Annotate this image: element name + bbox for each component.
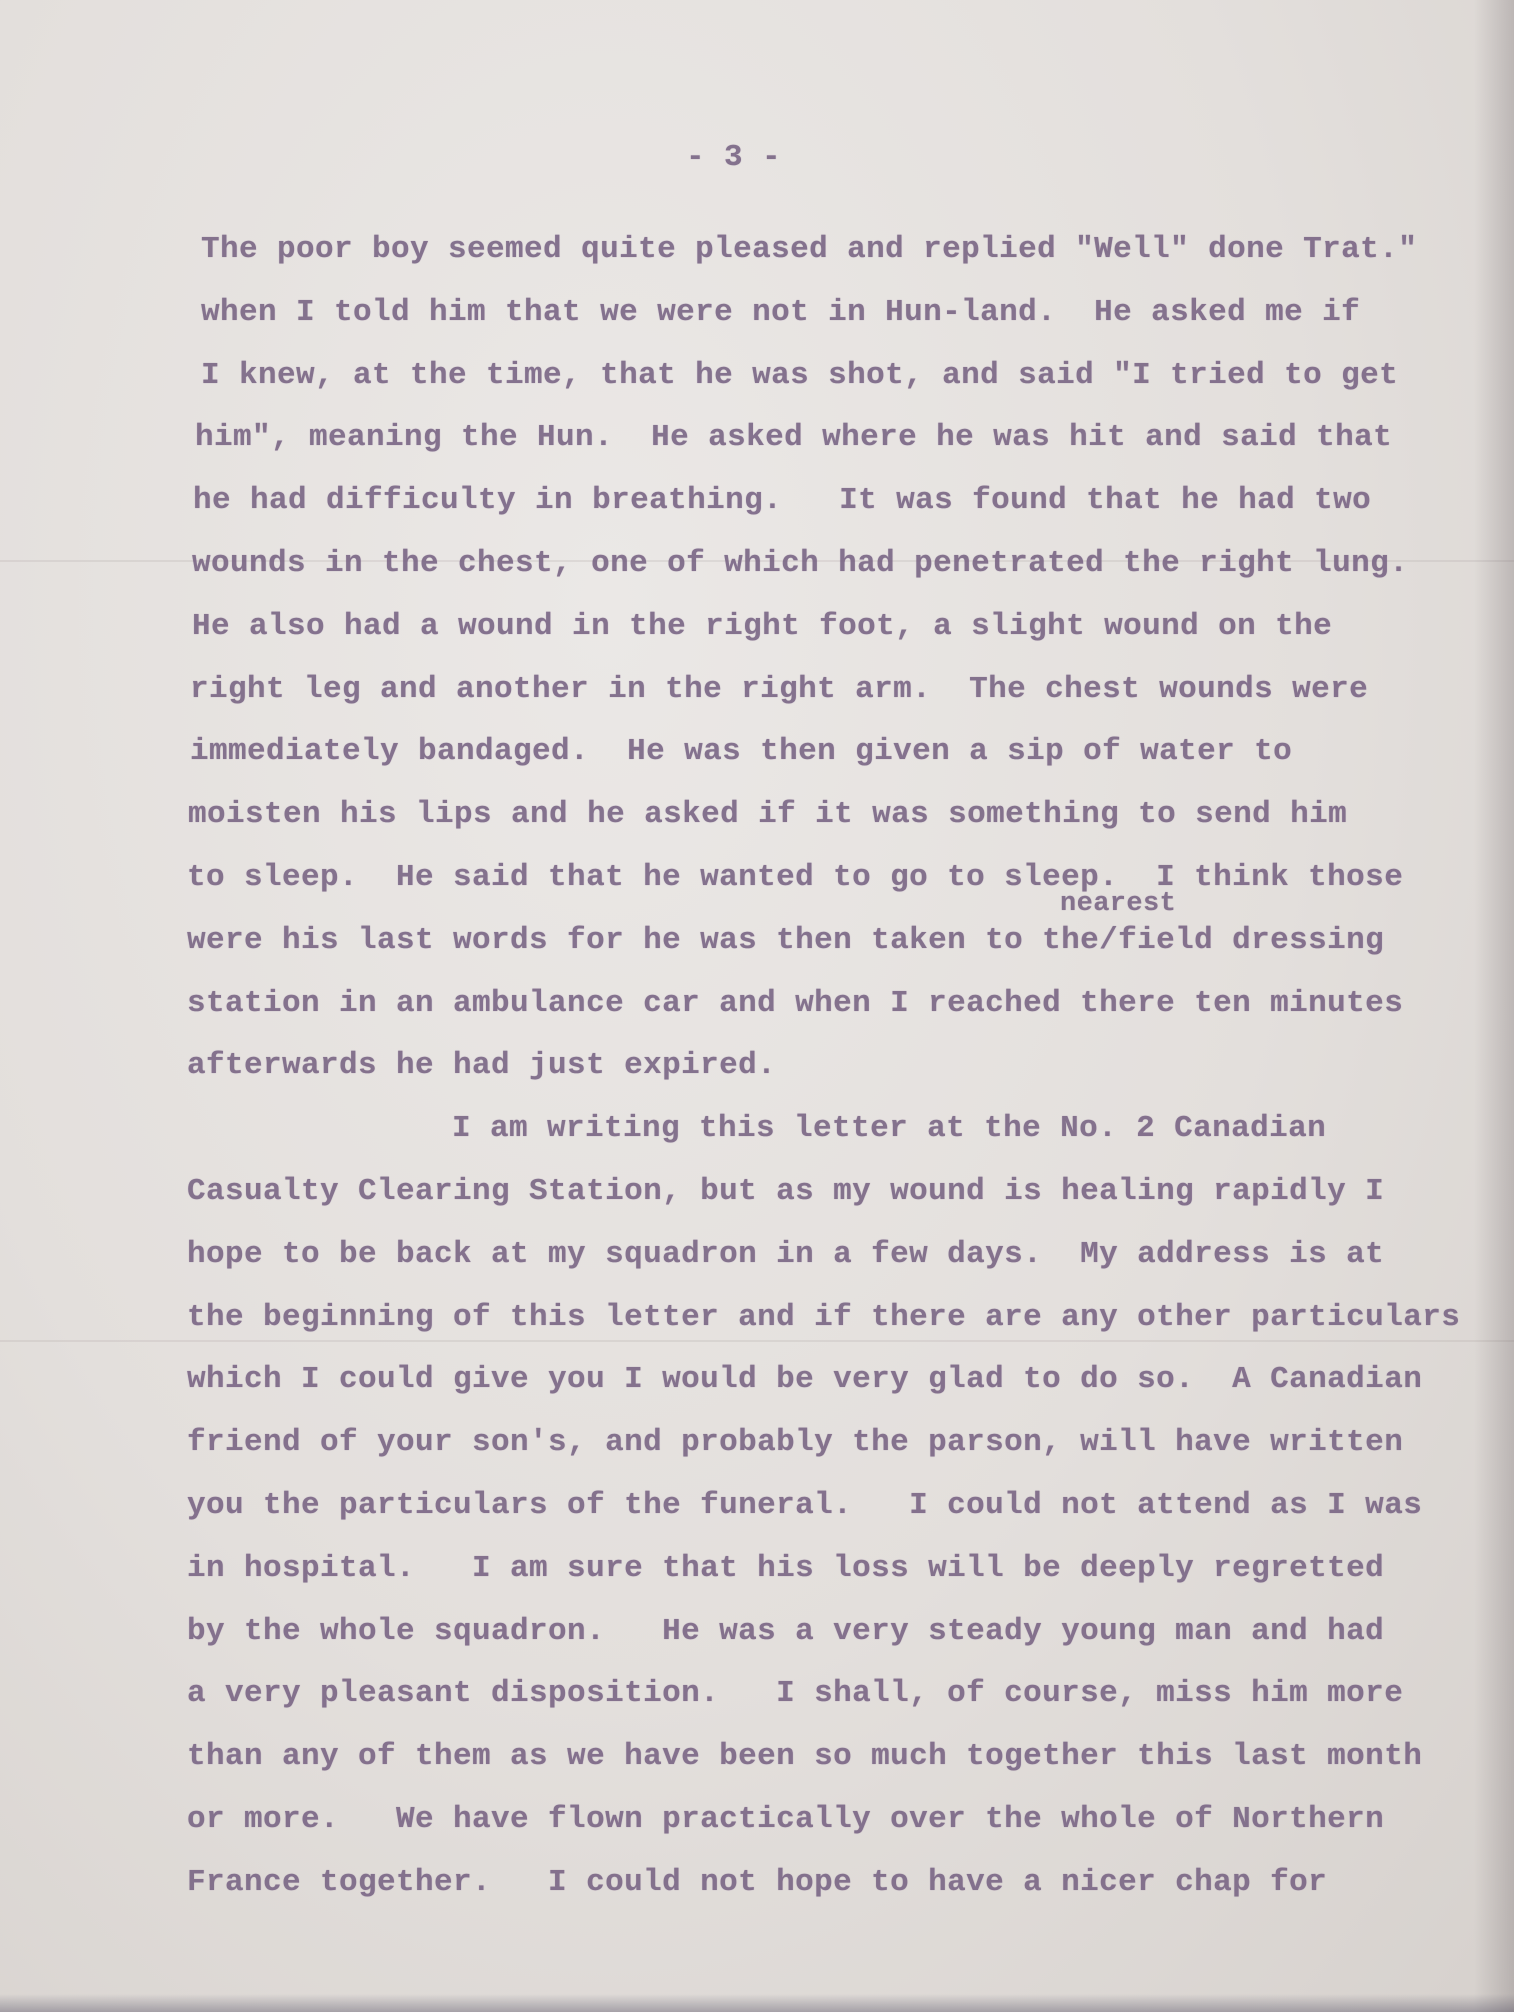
- handwritten-insertion: nearest: [1060, 888, 1177, 919]
- text-line: I knew, at the time, that he was shot, and said "I tried to get: [201, 357, 1399, 393]
- text-line: hope to be back at my squadron in a few days. My address is at: [187, 1236, 1385, 1272]
- paper-edge-shadow: [0, 1994, 1514, 2012]
- text-line: in hospital. I am sure that his loss will be deeply regretted: [187, 1550, 1385, 1586]
- paper-edge-shadow: [1474, 0, 1514, 2012]
- text-line: He also had a wound in the right foot, a slight wound on the: [192, 608, 1333, 644]
- text-line: station in an ambulance car and when I reached there ten minutes: [187, 985, 1404, 1021]
- text-line: were his last words for he was then taken to the/field dressing: [187, 922, 1385, 958]
- text-line: which I could give you I would be very glad to do so. A Canadian: [187, 1362, 1423, 1398]
- text-line: the beginning of this letter and if there are any other particulars: [187, 1299, 1461, 1335]
- text-line: when I told him that we were not in Hun-land. He asked me if: [201, 294, 1361, 330]
- paper-fold: [0, 1340, 1514, 1342]
- text-line: him", meaning the Hun. He asked where he was hit and said that: [195, 420, 1393, 456]
- text-line: immediately bandaged. He was then given a sip of water to: [190, 734, 1293, 770]
- text-line: a very pleasant disposition. I shall, of course, miss him more: [187, 1676, 1404, 1712]
- text-line: right leg and another in the right arm. The chest wounds were: [190, 671, 1369, 707]
- text-line: afterwards he had just expired.: [187, 1048, 777, 1084]
- text-line: wounds in the chest, one of which had penetrated the right lung.: [192, 546, 1409, 581]
- text-line: Casualty Clearing Station, but as my wound is healing rapidly I: [187, 1174, 1385, 1209]
- text-line: or more. We have flown practically over the whole of Northern: [187, 1802, 1385, 1837]
- text-line: friend of your son's, and probably the parson, will have written: [187, 1425, 1404, 1461]
- text-line: you the particulars of the funeral. I could not attend as I was: [187, 1488, 1423, 1523]
- text-line: moisten his lips and he asked if it was something to send him: [188, 797, 1348, 833]
- text-line: by the whole squadron. He was a very steady young man and had: [187, 1613, 1385, 1649]
- text-line: to sleep. He said that he wanted to go to sleep. I think those: [187, 860, 1404, 895]
- text-line: The poor boy seemed quite pleased and replied "Well" done Trat.": [201, 232, 1418, 267]
- text-line: France together. I could not hope to have a nicer chap for: [187, 1864, 1328, 1900]
- page-number: - 3 -: [686, 140, 782, 175]
- text-line: I am writing this letter at the No. 2 Canadian: [452, 1111, 1327, 1147]
- text-line: than any of them as we have been so much together this last month: [187, 1739, 1423, 1775]
- text-line: he had difficulty in breathing. It was found that he had two: [193, 483, 1372, 519]
